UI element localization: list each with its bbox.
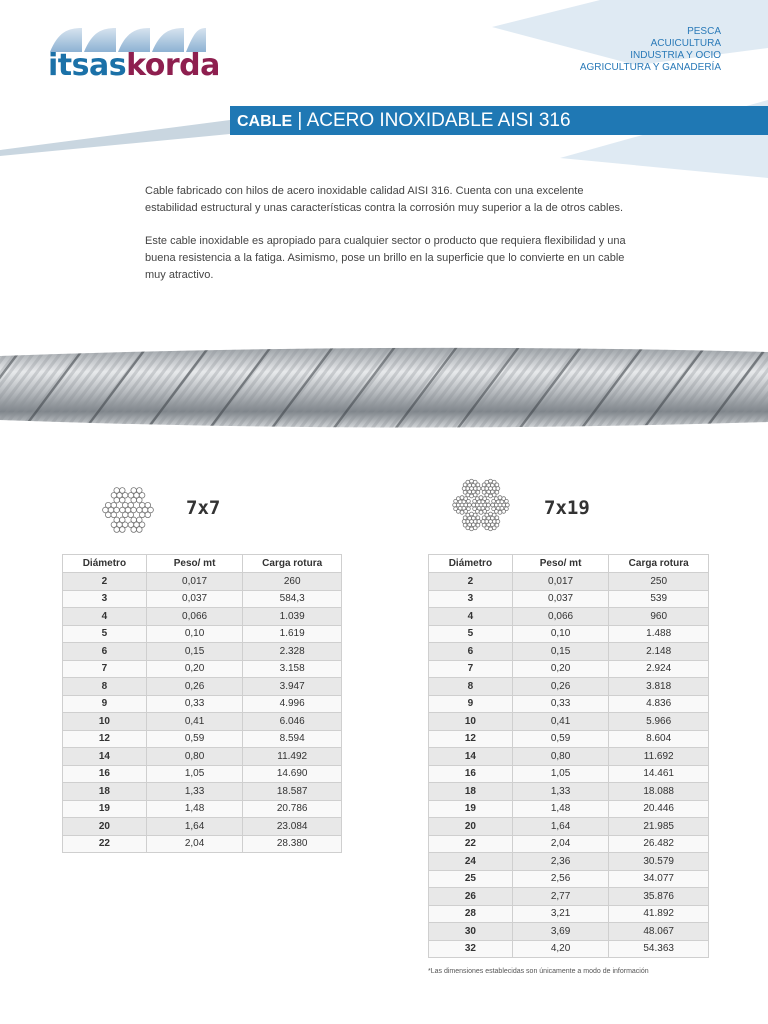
diameter-cell: 18	[63, 783, 147, 801]
table-row	[429, 853, 709, 871]
weight-cell: 0,066	[512, 608, 609, 626]
breaking-load-cell: 48.067	[609, 923, 709, 941]
weight-cell: 1,05	[146, 765, 243, 783]
diameter-cell: 10	[63, 713, 147, 731]
table-row	[429, 765, 709, 783]
weight-cell: 0,33	[512, 695, 609, 713]
breaking-load-cell: 30.579	[609, 853, 709, 871]
table-row	[63, 765, 342, 783]
breaking-load-cell: 584,3	[243, 590, 342, 608]
column-header: Diámetro	[63, 555, 147, 573]
breaking-load-cell: 1.039	[243, 608, 342, 626]
breaking-load-cell: 34.077	[609, 870, 709, 888]
table-row	[429, 905, 709, 923]
breaking-load-cell: 260	[243, 573, 342, 591]
weight-cell: 0,80	[146, 748, 243, 766]
breaking-load-cell: 4.836	[609, 695, 709, 713]
weight-cell: 3,21	[512, 905, 609, 923]
table-row	[429, 940, 709, 958]
table-header-row	[429, 555, 709, 573]
table-row	[429, 800, 709, 818]
diameter-cell: 12	[63, 730, 147, 748]
steel-rope-image	[0, 346, 768, 428]
diameter-cell: 9	[429, 695, 513, 713]
diameter-cell: 4	[429, 608, 513, 626]
table-row	[429, 695, 709, 713]
weight-cell: 2,36	[512, 853, 609, 871]
weight-cell: 0,066	[146, 608, 243, 626]
breaking-load-cell: 18.088	[609, 783, 709, 801]
weight-cell: 0,59	[146, 730, 243, 748]
breaking-load-cell: 3.818	[609, 678, 709, 696]
table-row	[63, 590, 342, 608]
spec-table-7x7	[62, 554, 342, 853]
diameter-cell: 16	[63, 765, 147, 783]
breaking-load-cell: 3.947	[243, 678, 342, 696]
sector-item: PESCA	[687, 26, 721, 37]
weight-cell: 1,33	[512, 783, 609, 801]
diameter-cell: 6	[429, 643, 513, 661]
brand-name-part2: korda	[126, 48, 220, 83]
table-row	[429, 608, 709, 626]
diameter-cell: 8	[429, 678, 513, 696]
diameter-cell: 3	[429, 590, 513, 608]
weight-cell: 0,41	[512, 713, 609, 731]
weight-cell: 1,64	[512, 818, 609, 836]
cable-type-label-7x19: 7x19	[544, 497, 590, 519]
table-row	[429, 643, 709, 661]
weight-cell: 1,05	[512, 765, 609, 783]
column-header: Carga rotura	[609, 555, 709, 573]
page-title-rest: ACERO INOXIDABLE AISI 316	[306, 110, 571, 131]
diameter-cell: 2	[63, 573, 147, 591]
diameter-cell: 4	[63, 608, 147, 626]
table-row	[429, 870, 709, 888]
diameter-cell: 3	[63, 590, 147, 608]
spec-table-7x19	[428, 554, 709, 958]
diameter-cell: 18	[429, 783, 513, 801]
weight-cell: 0,10	[512, 625, 609, 643]
table-row	[429, 713, 709, 731]
breaking-load-cell: 23.084	[243, 818, 342, 836]
weight-cell: 0,20	[512, 660, 609, 678]
weight-cell: 0,59	[512, 730, 609, 748]
diameter-cell: 7	[63, 660, 147, 678]
weight-cell: 0,26	[146, 678, 243, 696]
diameter-cell: 9	[63, 695, 147, 713]
breaking-load-cell: 4.996	[243, 695, 342, 713]
diameter-cell: 19	[63, 800, 147, 818]
column-header: Peso/ mt	[512, 555, 609, 573]
breaking-load-cell: 21.985	[609, 818, 709, 836]
diameter-cell: 22	[429, 835, 513, 853]
weight-cell: 1,64	[146, 818, 243, 836]
breaking-load-cell: 26.482	[609, 835, 709, 853]
breaking-load-cell: 6.046	[243, 713, 342, 731]
breaking-load-cell: 20.446	[609, 800, 709, 818]
sector-item: ACUICULTURA	[650, 38, 721, 49]
table-row	[63, 573, 342, 591]
column-header: Carga rotura	[243, 555, 342, 573]
weight-cell: 0,33	[146, 695, 243, 713]
breaking-load-cell: 14.690	[243, 765, 342, 783]
column-header: Peso/ mt	[146, 555, 243, 573]
diameter-cell: 6	[63, 643, 147, 661]
diameter-cell: 25	[429, 870, 513, 888]
diameter-cell: 12	[429, 730, 513, 748]
intro-text	[145, 183, 635, 300]
table-row	[63, 643, 342, 661]
weight-cell: 2,77	[512, 888, 609, 906]
weight-cell: 0,80	[512, 748, 609, 766]
weight-cell: 0,41	[146, 713, 243, 731]
diameter-cell: 30	[429, 923, 513, 941]
diameter-cell: 5	[63, 625, 147, 643]
weight-cell: 2,04	[512, 835, 609, 853]
diameter-cell: 24	[429, 853, 513, 871]
breaking-load-cell: 1.619	[243, 625, 342, 643]
breaking-load-cell: 250	[609, 573, 709, 591]
table-row	[429, 678, 709, 696]
table-row	[429, 573, 709, 591]
table-row	[429, 625, 709, 643]
weight-cell: 4,20	[512, 940, 609, 958]
weight-cell: 0,037	[146, 590, 243, 608]
breaking-load-cell: 1.488	[609, 625, 709, 643]
breaking-load-cell: 3.158	[243, 660, 342, 678]
sector-list	[580, 26, 721, 74]
weight-cell: 2,04	[146, 835, 243, 853]
diameter-cell: 19	[429, 800, 513, 818]
cable-7x19-cross-section-icon	[446, 476, 516, 534]
sector-item: AGRICULTURA Y GANADERÍA	[579, 62, 721, 73]
table-row	[429, 888, 709, 906]
table-row	[429, 835, 709, 853]
diameter-cell: 14	[63, 748, 147, 766]
breaking-load-cell: 8.594	[243, 730, 342, 748]
breaking-load-cell: 11.692	[609, 748, 709, 766]
diameter-cell: 2	[429, 573, 513, 591]
table-row	[63, 625, 342, 643]
breaking-load-cell: 2.148	[609, 643, 709, 661]
breaking-load-cell: 539	[609, 590, 709, 608]
page-title-strong: CABLE	[237, 113, 293, 130]
diameter-cell: 14	[429, 748, 513, 766]
table-row	[63, 800, 342, 818]
table-row	[429, 660, 709, 678]
diameter-cell: 10	[429, 713, 513, 731]
footnote: *Las dimensiones establecidas son únicamente a modo de información	[428, 968, 649, 975]
column-header: Diámetro	[429, 555, 513, 573]
breaking-load-cell: 35.876	[609, 888, 709, 906]
diameter-cell: 5	[429, 625, 513, 643]
table-row	[429, 590, 709, 608]
diameter-cell: 16	[429, 765, 513, 783]
breaking-load-cell: 8.604	[609, 730, 709, 748]
diameter-cell: 7	[429, 660, 513, 678]
table-row	[63, 608, 342, 626]
table-row	[63, 695, 342, 713]
weight-cell: 0,15	[146, 643, 243, 661]
weight-cell: 1,33	[146, 783, 243, 801]
weight-cell: 0,26	[512, 678, 609, 696]
weight-cell: 0,10	[146, 625, 243, 643]
weight-cell: 0,037	[512, 590, 609, 608]
breaking-load-cell: 5.966	[609, 713, 709, 731]
breaking-load-cell: 18.587	[243, 783, 342, 801]
breaking-load-cell: 41.892	[609, 905, 709, 923]
brand-logo	[48, 50, 220, 82]
table-row	[63, 660, 342, 678]
diameter-cell: 26	[429, 888, 513, 906]
page-title-separator: |	[292, 110, 307, 131]
breaking-load-cell: 960	[609, 608, 709, 626]
table-row	[63, 783, 342, 801]
weight-cell: 0,017	[512, 573, 609, 591]
weight-cell: 2,56	[512, 870, 609, 888]
diameter-cell: 28	[429, 905, 513, 923]
cable-7x7-cross-section-icon	[98, 484, 158, 536]
table-row	[63, 818, 342, 836]
table-row	[63, 730, 342, 748]
breaking-load-cell: 11.492	[243, 748, 342, 766]
weight-cell: 0,15	[512, 643, 609, 661]
weight-cell: 0,20	[146, 660, 243, 678]
breaking-load-cell: 54.363	[609, 940, 709, 958]
breaking-load-cell: 28.380	[243, 835, 342, 853]
page-title	[237, 108, 571, 134]
breaking-load-cell: 2.924	[609, 660, 709, 678]
weight-cell: 0,017	[146, 573, 243, 591]
breaking-load-cell: 20.786	[243, 800, 342, 818]
diameter-cell: 32	[429, 940, 513, 958]
weight-cell: 3,69	[512, 923, 609, 941]
table-row	[63, 835, 342, 853]
weight-cell: 1,48	[512, 800, 609, 818]
table-row	[429, 783, 709, 801]
diameter-cell: 8	[63, 678, 147, 696]
table-row	[63, 678, 342, 696]
breaking-load-cell: 2.328	[243, 643, 342, 661]
table-row	[63, 713, 342, 731]
table-row	[429, 923, 709, 941]
table-row	[429, 748, 709, 766]
table-row	[429, 730, 709, 748]
brand-name-part1: itsas	[48, 48, 127, 83]
diameter-cell: 20	[429, 818, 513, 836]
table-header-row	[63, 555, 342, 573]
diameter-cell: 20	[63, 818, 147, 836]
sector-item: INDUSTRIA Y OCIO	[630, 50, 721, 61]
cable-type-label-7x7: 7x7	[186, 497, 221, 519]
table-row	[63, 748, 342, 766]
table-row	[429, 818, 709, 836]
weight-cell: 1,48	[146, 800, 243, 818]
intro-paragraph: Cable fabricado con hilos de acero inoxidable calidad AISI 316. Cuenta con una excelente estabilidad estructural y unas características contra la corrosión muy superior a la de otros cables.	[145, 185, 624, 214]
intro-paragraph: Este cable inoxidable es apropiado para cualquier sector o producto que requiera flexibilidad y una buena resistencia a la fatiga. Asimismo, pose un brillo en la superficie que lo convierte en un cable muy atractivo.	[145, 235, 626, 281]
diameter-cell: 22	[63, 835, 147, 853]
breaking-load-cell: 14.461	[609, 765, 709, 783]
